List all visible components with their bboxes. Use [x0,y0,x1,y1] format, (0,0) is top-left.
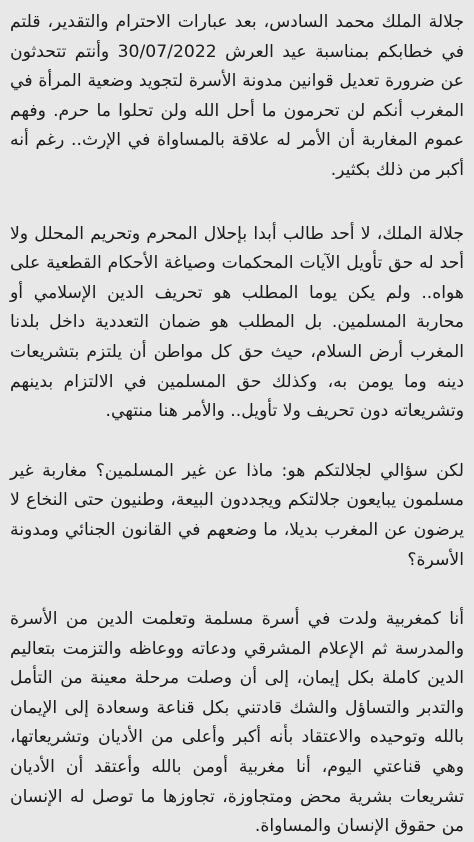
paragraph-1: جلالة الملك محمد السادس، بعد عبارات الاحترام والتقدير، قلتم في خطابكم بمناسبة عيد العرش 30/07/2022 وأنتم تتحدثون عن ضرورة تعديل قوانين مدونة الأسرة لتجويد وضعية المرأة في المغرب أنكم لن تحرمون ما أحل الله ولن تحلوا ما حرم. وفهم عموم المغاربة أن الأمر له علاقة بالمساواة في الإرث.. رغم أنه أكبر من ذلك بكثير. [10,12,464,180]
paragraph-3: لكن سؤالي لجلالتكم هو: ماذا عن غير المسلمين؟ مغاربة غير مسلمون يبايعون جلالتكم ويجددون البيعة، وطنيون حتى النخاع لا يرضون عن المغرب بديلا، ما وضعهم في القانون الجنائي ومدونة الأسرة؟ [10,460,464,570]
paragraph-4: أنا كمغربية ولدت في أسرة مسلمة وتعلمت الدين من الأسرة والمدرسة ثم الإعلام المشرقي ودعاته ووعاظه والتزمت بتعاليم الدين كاملة بكل إيمان، إلى أن وصلت مرحلة معينة من التأمل والتدبر والتساؤل والشك قادتني بكل قناعة وسعادة إلى الإيمان بالله وتوحيده والاعتقاد بأنه أكبر وأعلى من الأديان وتشريعاتها، وهي قناعتي اليوم، أنا مغربية أومن بالله وأعتقد أن الأديان تشريعات بشرية محض ومتجاوزة، تجاوزها ما توصل له الإنسان من حقوق الإنسان والمساواة. [10,609,464,837]
paragraph-2: جلالة الملك، لا أحد طالب أبدا بإحلال المحرم وتحريم المحلل ولا أحد له حق تأويل الآيات المحكمات وصياغة الأحكام القطعية على هواه.. ولم يكن يوما المطلب هو تحريف الدين الإسلامي أو محاربة المسلمين. بل المطلب هو ضمان التعددية داخل بلدنا المغرب أرض السلام، حيث حق كل مواطن أن يلتزم بتشريعات دينه وما يومن به، وكذلك حق المسلمين في الالتزام بدينهم وتشريعاته دون تحريف ولا تأويل.. والأمر هنا منتهي. [10,223,464,422]
